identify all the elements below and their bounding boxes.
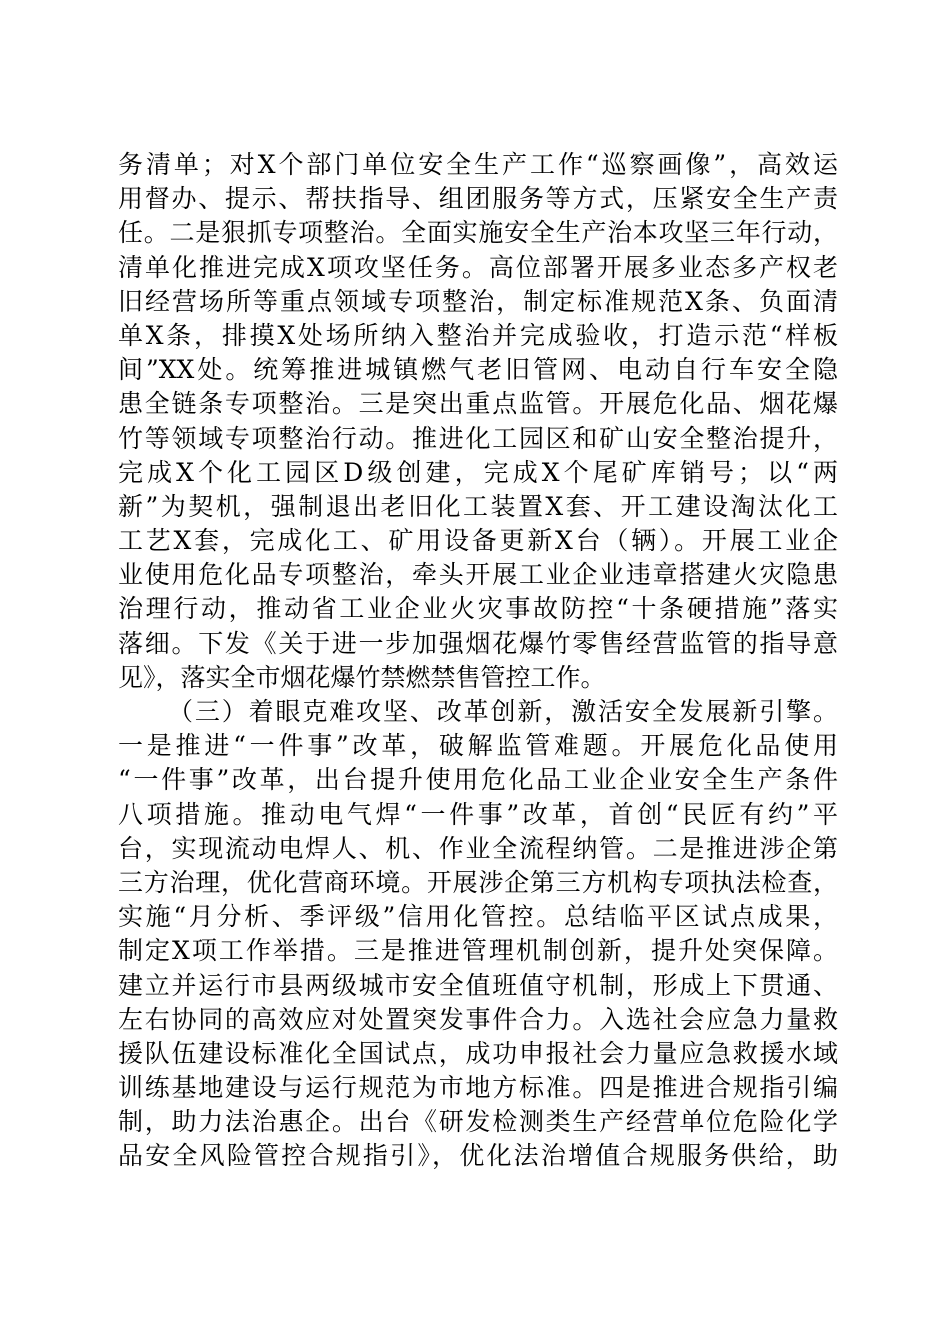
text-line: 实施“月分析、季评级”信用化管控。总结临平区试点成果， bbox=[118, 902, 838, 932]
text-line: 新”为契机，强制退出老旧化工装置X套、开工建设淘汰化工 bbox=[118, 491, 838, 521]
text-line: 清单化推进完成X项攻坚任务。高位部署开展多业态多产权老 bbox=[118, 252, 838, 282]
text-line: 用督办、提示、帮扶指导、组团服务等方式，压紧安全生产责 bbox=[118, 184, 838, 214]
text-line: 单X条，排摸X处场所纳入整治并完成验收，打造示范“样板 bbox=[118, 320, 838, 350]
document-body bbox=[118, 148, 838, 1174]
text-line: 训练基地建设与运行规范为市地方标准。四是推进合规指引编 bbox=[118, 1073, 838, 1103]
text-line: 间”XX处。统筹推进城镇燃气老旧管网、电动自行车安全隐 bbox=[118, 355, 838, 385]
text-line: 患全链条专项整治。三是突出重点监管。开展危化品、烟花爆 bbox=[118, 389, 838, 419]
text-line: 援队伍建设标准化全国试点，成功申报社会力量应急救援水域 bbox=[118, 1038, 838, 1068]
text-line: 落细。下发《关于进一步加强烟花爆竹零售经营监管的指导意 bbox=[118, 628, 838, 658]
text-line: 治理行动，推动省工业企业火灾事故防控“十条硬措施”落实 bbox=[118, 594, 838, 624]
paragraph-last-line: 见》，落实全市烟花爆竹禁燃禁售管控工作。 bbox=[118, 662, 606, 692]
text-line: 左右协同的高效应对处置突发事件合力。入选社会应急力量救 bbox=[118, 1004, 838, 1034]
text-line: 品安全风险管控合规指引》，优化法治增值合规服务供给，助 bbox=[118, 1141, 838, 1171]
section-heading: （三）着眼克难攻坚、改革创新，激活安全发展新引擎。 bbox=[168, 697, 838, 726]
text-line: 完成X个化工园区D级创建，完成X个尾矿库销号；以“两 bbox=[118, 457, 838, 487]
text-line: 三方治理，优化营商环境。开展涉企第三方机构专项执法检查， bbox=[118, 867, 838, 897]
text-line: 务清单；对X个部门单位安全生产工作“巡察画像”，高效运 bbox=[118, 150, 838, 179]
text-line: 工艺X套，完成化工、矿用设备更新X台（辆）。开展工业企 bbox=[118, 526, 838, 556]
text-line: 台，实现流动电焊人、机、作业全流程纳管。二是推进涉企第 bbox=[118, 833, 838, 863]
text-line: 制定X项工作举措。三是推进管理机制创新，提升处突保障。 bbox=[118, 936, 838, 966]
text-line: 八项措施。推动电气焊“一件事”改革，首创“民匠有约”平 bbox=[118, 799, 838, 829]
text-line: 任。二是狠抓专项整治。全面实施安全生产治本攻坚三年行动， bbox=[118, 218, 838, 248]
text-line: 业使用危化品专项整治，牵头开展工业企业违章搭建火灾隐患 bbox=[118, 560, 838, 590]
text-line: 制，助力法治惠企。出台《研发检测类生产经营单位危险化学 bbox=[118, 1107, 838, 1137]
text-line: “一件事”改革，出台提升使用危化品工业企业安全生产条件 bbox=[118, 765, 838, 795]
text-line: 建立并运行市县两级城市安全值班值守机制，形成上下贯通、 bbox=[118, 970, 838, 1000]
text-line: 旧经营场所等重点领域专项整治，制定标准规范X条、负面清 bbox=[118, 286, 838, 316]
text-line: 一是推进“一件事”改革，破解监管难题。开展危化品使用 bbox=[118, 731, 838, 761]
text-line: 竹等领域专项整治行动。推进化工园区和矿山安全整治提升， bbox=[118, 423, 838, 453]
